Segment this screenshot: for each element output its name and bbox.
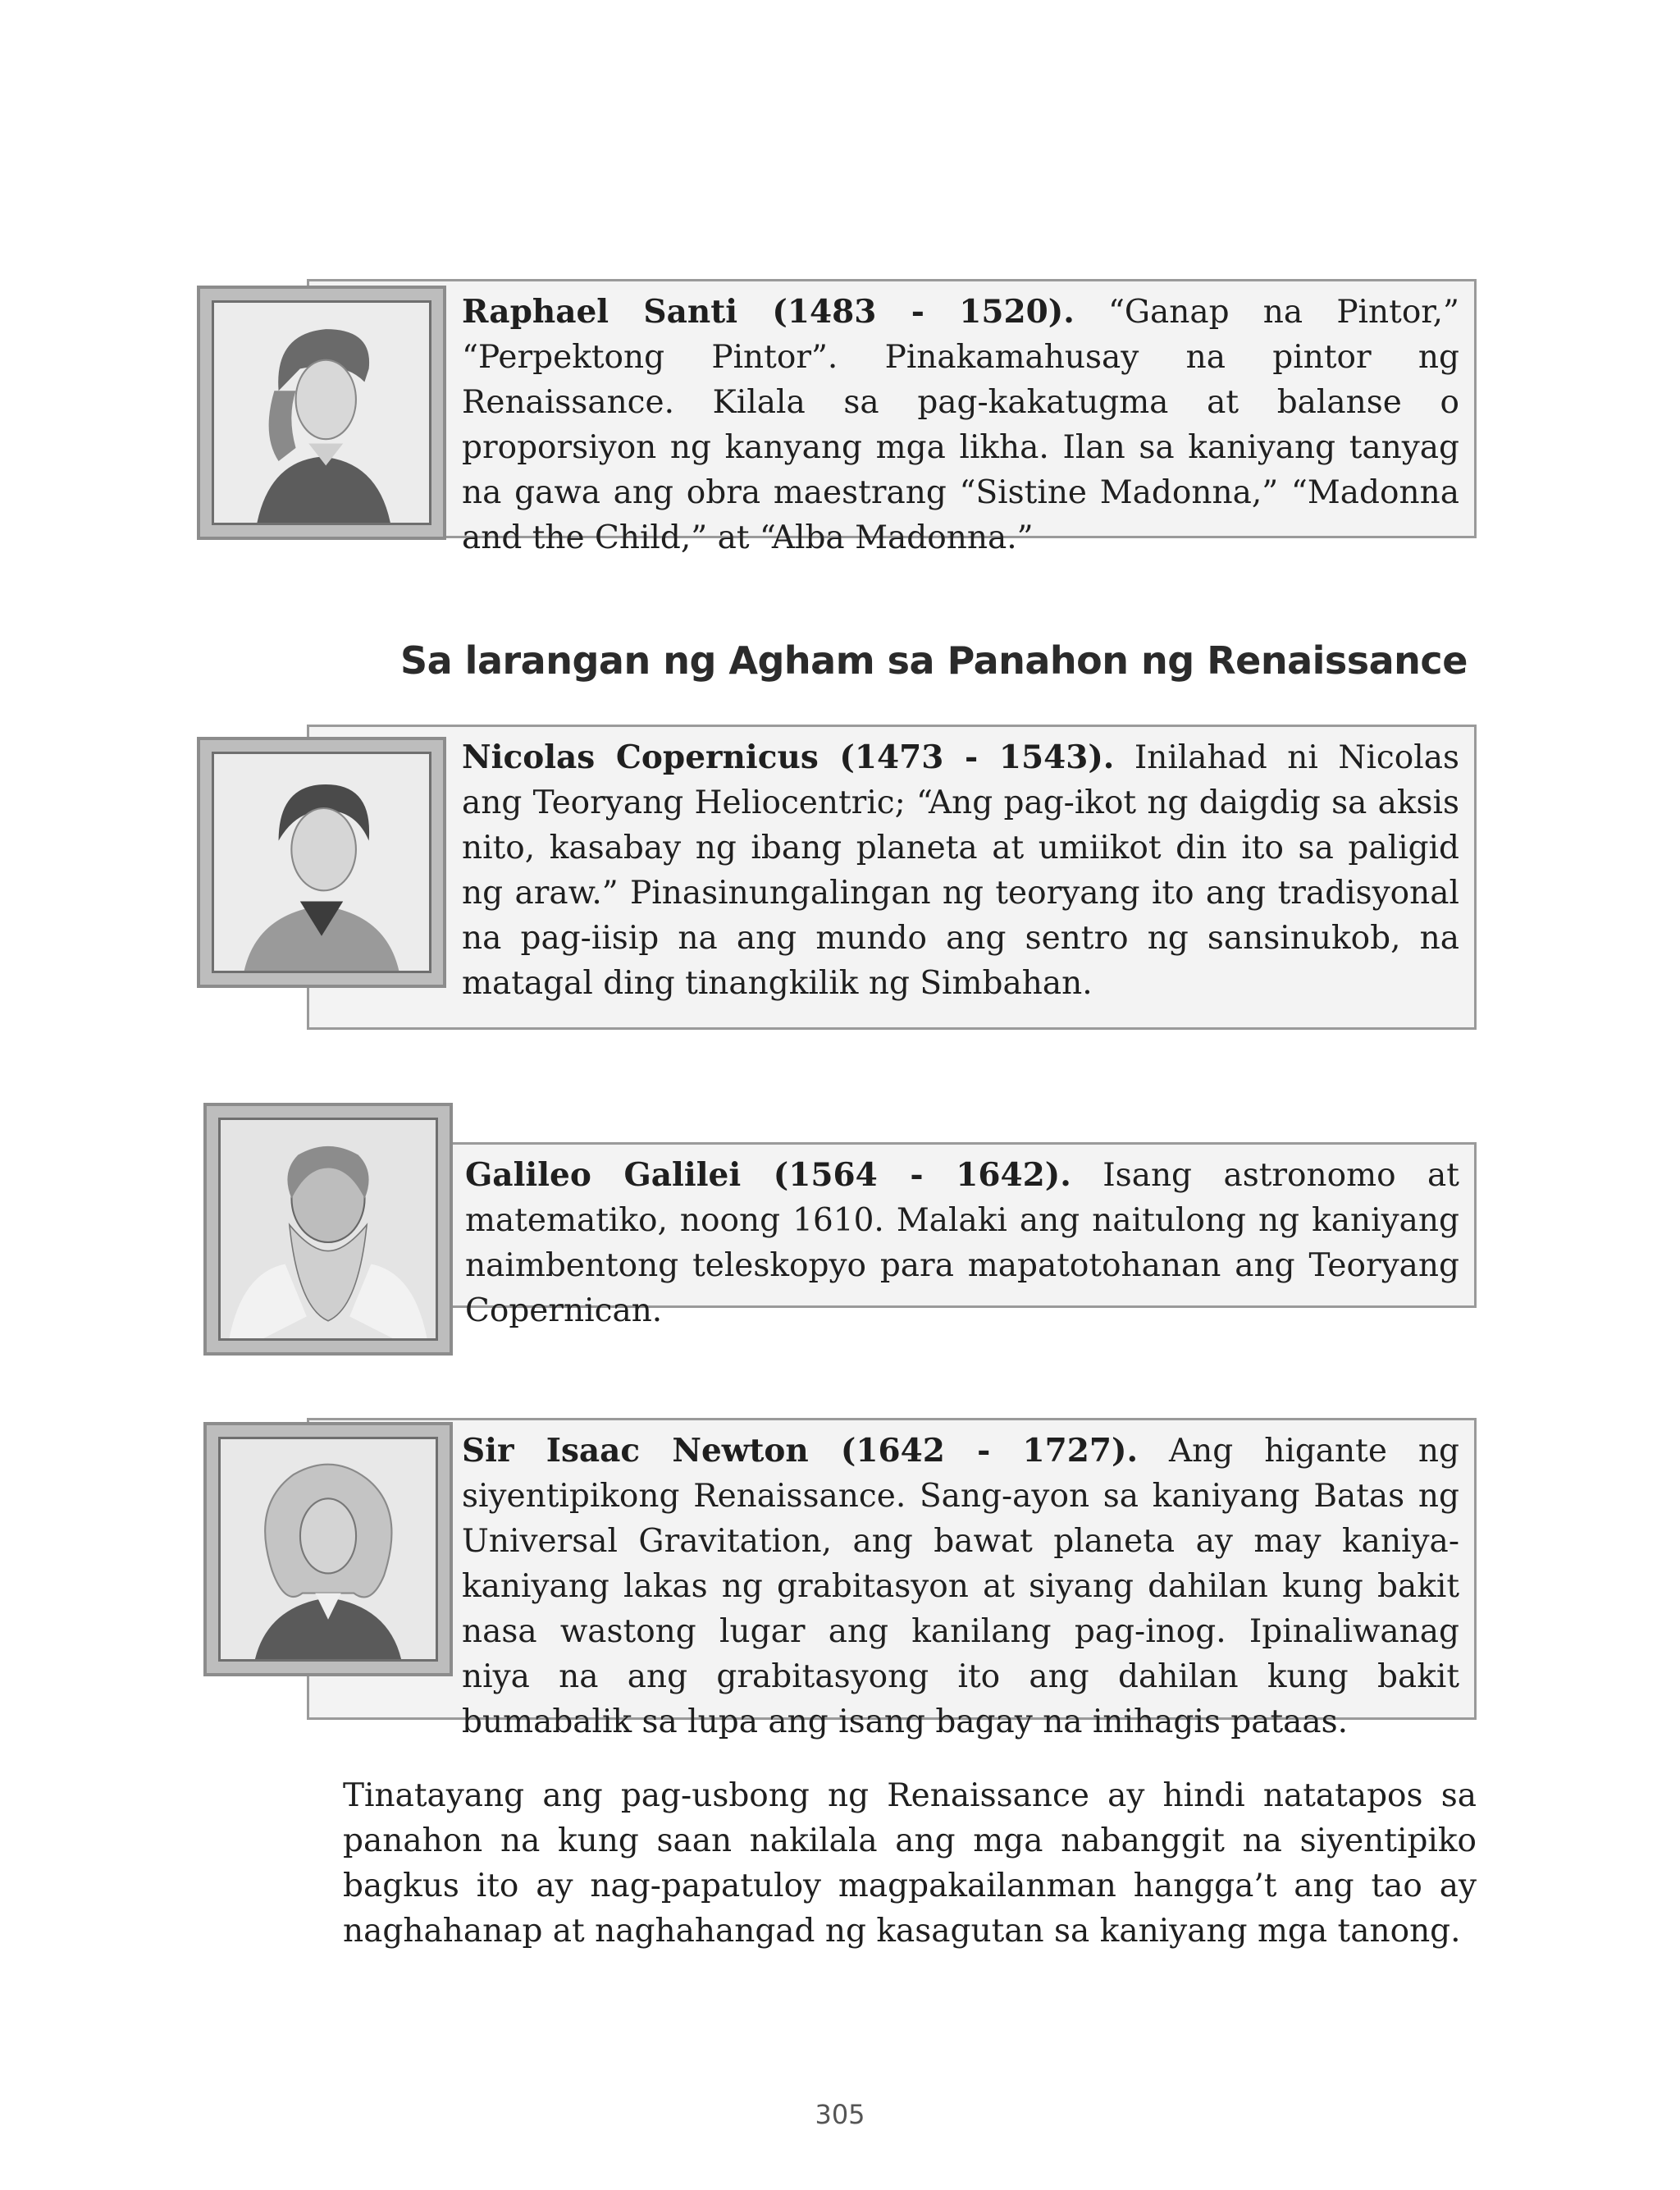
raphael-text: [462, 290, 1459, 560]
galileo-portrait-image: [221, 1120, 436, 1338]
page-number: 305: [815, 2099, 865, 2130]
copernicus-name: Nicolas Copernicus (1473 - 1543).: [462, 738, 1115, 776]
raphael-description: “Ganap na Pintor,” “Perpektong Pintor”. Pinakamahusay na pintor ng Renaissance. Kilala sa pag-kakatugma at balanse o proporsiyon ng kanyang mga likha. Ilan sa kaniyang tanyag na gawa ang obra maestrang “Sistine Madonna,” “Madonna and the Child,” at “Alba Madonna.”: [462, 294, 1459, 556]
galileo-text: [465, 1153, 1459, 1333]
galileo-portrait: [203, 1103, 453, 1356]
raphael-portrait: [197, 286, 446, 540]
copernicus-portrait: [197, 737, 446, 988]
galileo-card: [443, 1142, 1477, 1329]
copernicus-portrait-image: [214, 754, 429, 971]
galileo-name: Galileo Galilei (1564 - 1642).: [465, 1156, 1071, 1194]
raphael-name: Raphael Santi (1483 - 1520).: [462, 293, 1075, 331]
copernicus-card: [307, 725, 1477, 1030]
newton-portrait-image: [221, 1439, 436, 1659]
raphael-card: [307, 279, 1477, 556]
copernicus-text: [462, 735, 1459, 1006]
section-heading: Sa larangan ng Agham sa Panahon ng Renaissance: [400, 638, 1468, 683]
newton-card: [307, 1418, 1477, 1740]
newton-portrait: [203, 1422, 453, 1676]
raphael-portrait-image: [214, 303, 429, 523]
newton-name: Sir Isaac Newton (1642 - 1727).: [462, 1432, 1139, 1470]
newton-text: [462, 1429, 1459, 1744]
closing-paragraph: Tinatayang ang pag-usbong ng Renaissance ay hindi natatapos sa panahon na kung saan nakilala ang mga nabanggit na siyentipiko bagkus ito ay nag-papatuloy magpakailanman hangga’t ang tao ay naghahanap at naghahangad ng kasagutan sa kaniyang mga tanong.: [343, 1777, 1477, 1950]
copernicus-description: Inilahad ni Nicolas ang Teoryang Heliocentric; “Ang pag-ikot ng daigdig sa aksis nito, kasabay ng ibang planeta at umiikot din ito sa paligid ng araw.” Pinasinungalingan ng teoryang ito ang tradisyonal na pag-iisip na ang mundo ang sentro ng sansinukob, na matagal ding tinangkilik ng Simbahan.: [462, 739, 1459, 1002]
newton-description: Ang higante ng siyentipikong Renaissance. Sang-ayon sa kaniyang Batas ng Universal Gravitation, ang bawat planeta ay may kaniya-kaniyang lakas ng grabitasyon at siyang dahilan kung bakit nasa wastong lugar ang kanilang pag-inog. Ipinaliwanag niya na ang grabitasyong ito ang dahilan kung bakit bumabalik sa lupa ang isang bagay na inihagis pataas.: [462, 1433, 1459, 1740]
galileo-description: Isang astronomo at matematiko, noong 1610. Malaki ang naitulong ng kaniyang naimbentong teleskopyo para mapatotohanan ang Teoryang Copernican.: [465, 1157, 1459, 1329]
